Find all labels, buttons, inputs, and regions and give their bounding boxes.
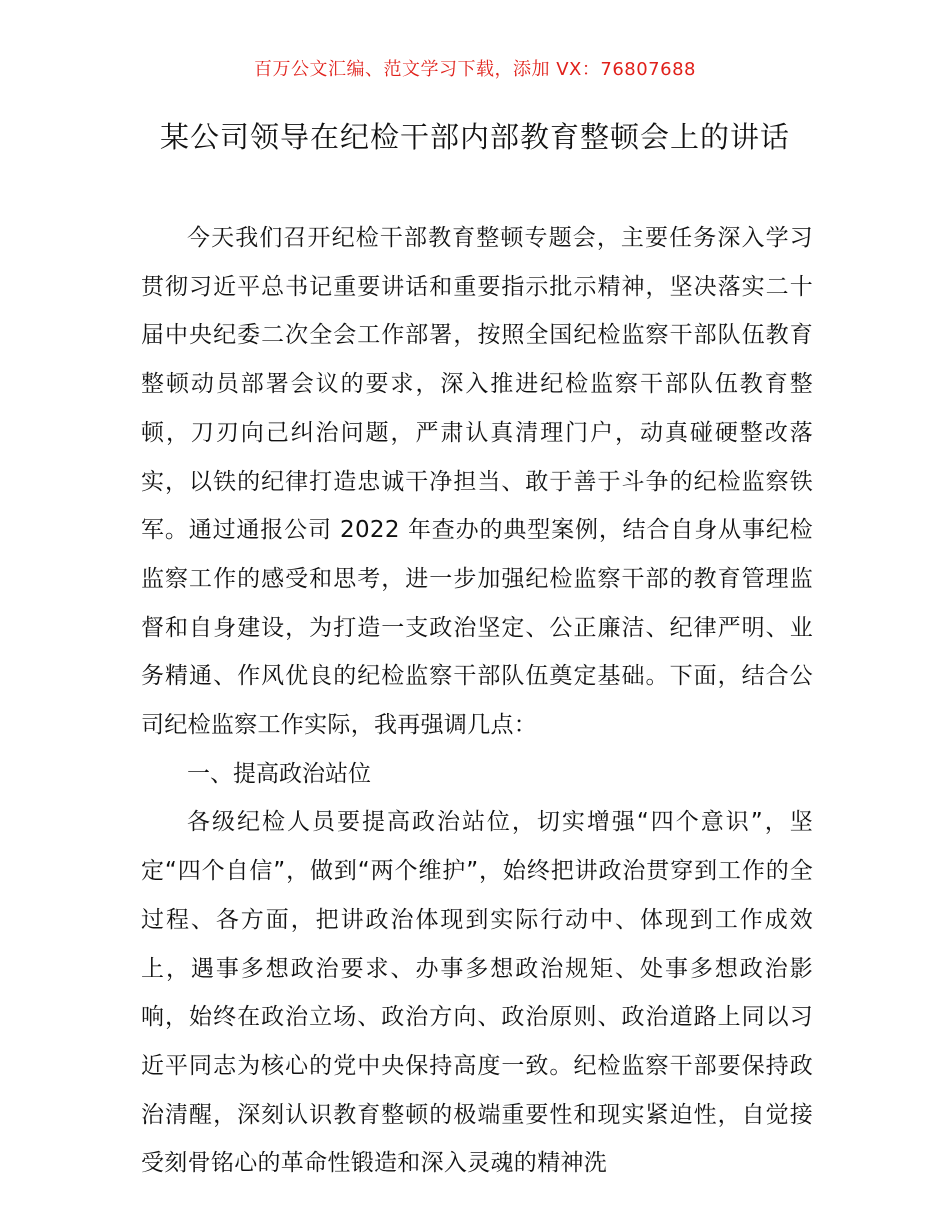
document-body xyxy=(141,214,813,1188)
document-title: 某公司领导在纪检干部内部教育整顿会上的讲话 xyxy=(159,120,790,154)
section-heading-1: 一、提高政治站位 xyxy=(187,760,371,787)
body-paragraph-section-1: 各级纪检人员要提高政治站位，切实增强“四个意识”，坚定“四个自信”，做到“两个维护”，始终把讲政治贯穿到工作的全过程、各方面，把讲政治体现到实际行动中、体现到工作成效上，遇事多想政治要求、办事多想政治规矩、处事多想政治影响，始终在政治立场、政治方向、政治原则、政治道路上同以习近平同志为核心的党中央保持高度一致。纪检监察干部要保持政治清醒，深刻认识教育整顿的极端重要性和现实紧迫性，自觉接受刻骨铭心的革命性锻造和深入灵魂的精神洗 xyxy=(141,809,813,1177)
body-paragraph-intro: 今天我们召开纪检干部教育整顿专题会，主要任务深入学习贯彻习近平总书记重要讲话和重要指示批示精神，坚决落实二十届中央纪委二次全会工作部署，按照全国纪检监察干部队伍教育整顿动员部署会议的要求，深入推进纪检监察干部队伍教育整顿，刀刃向己纠治问题，严肃认真清理门户，动真碰硬整改落实，以铁的纪律打造忠诚干净担当、敢于善于斗争的纪检监察铁军。通过通报公司 2022 年查办的典型案例，结合自身从事纪检监察工作的感受和思考，进一步加强纪检监察干部的教育管理监督和自身建设，为打造一支政治坚定、公正廉洁、纪律严明、业务精通、作风优良的纪检监察干部队伍奠定基础。下面，结合公司纪检监察工作实际，我再强调几点： xyxy=(141,225,813,739)
watermark-banner: 百万公文汇编、范文学习下载，添加 VX：76807688 xyxy=(254,59,696,80)
